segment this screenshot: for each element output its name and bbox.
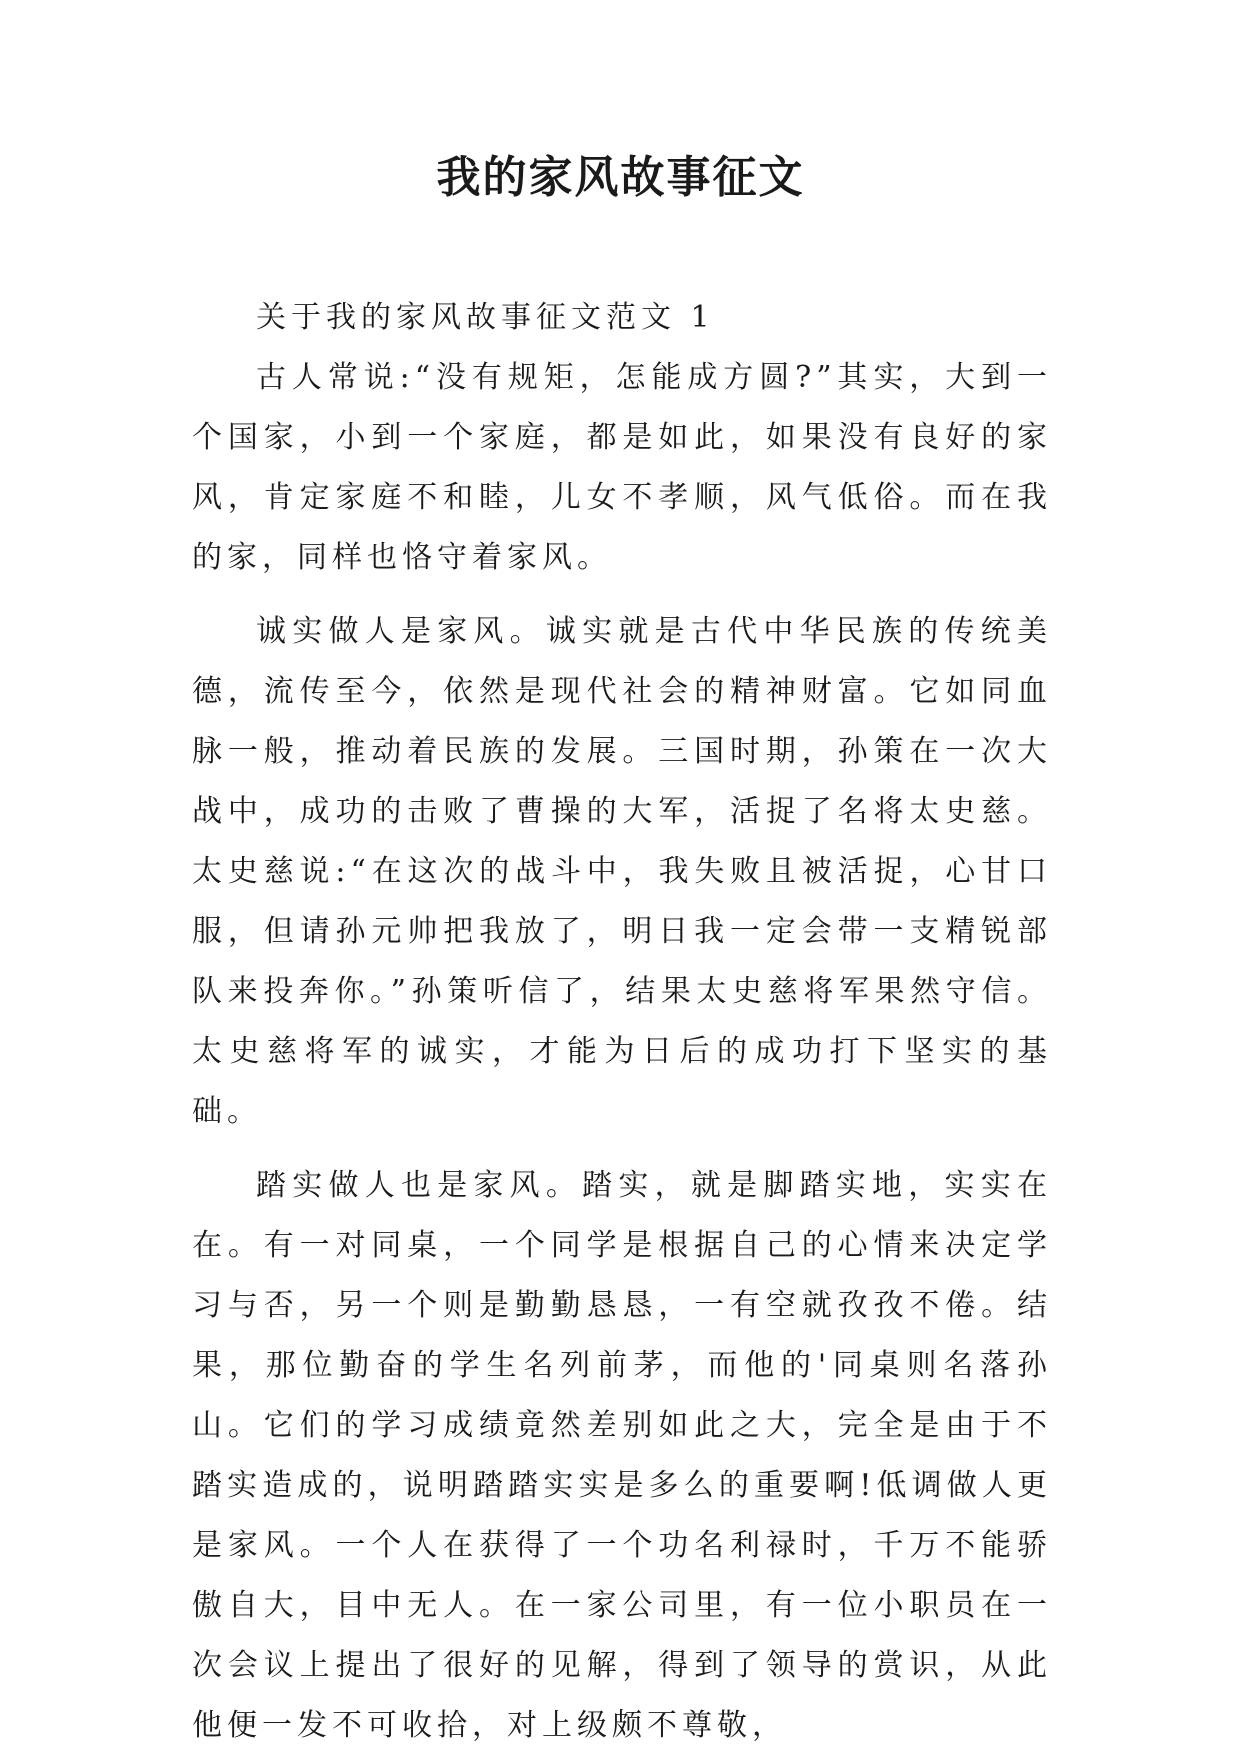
document-title: 我的家风故事征文 — [436, 152, 805, 203]
paragraph-diligence: 踏实做人也是家风。踏实，就是脚踏实地，实实在在。有一对同桌，一个同学是根据自己的心情来决定学习与否，另一个则是勤勤恳恳，一有空就孜孜不倦。结果，那位勤奋的学生名列前茅，而他的'同桌则名落孙山。它们的学习成绩竟然差别如此之大，完全是由于不踏实造成的，说明踏踏实实是多么的重要啊!低调做人更是家风。一个人在获得了一个功名利禄时，千万不能骄傲自大，目中无人。在一家公司里，有一位小职员在一次会议上提出了很好的见解，得到了领导的赏识，从此他便一发不可收拾，对上级颇不尊敬， — [192, 1168, 1052, 1743]
paragraph-intro: 古人常说:“没有规矩，怎能成方圆?”其实，大到一个国家，小到一个家庭，都是如此，如果没有良好的家风，肯定家庭不和睦，儿女不孝顺，风气低俗。而在我的家，同样也恪守着家风。 — [192, 360, 1052, 575]
paragraph-honesty: 诚实做人是家风。诚实就是古代中华民族的传统美德，流传至今，依然是现代社会的精神财富。它如同血脉一般，推动着民族的发展。三国时期，孙策在一次大战中，成功的击败了曹操的大军，活捉了名将太史慈。太史慈说:“在这次的战斗中，我失败且被活捉，心甘口服，但请孙元帅把我放了，明日我一定会带一支精锐部队来投奔你。”孙策听信了，结果太史慈将军果然守信。太史慈将军的诚实，才能为日后的成功打下坚实的基础。 — [192, 614, 1052, 1129]
document-body — [192, 288, 1052, 1756]
paragraph-gap — [192, 1142, 1052, 1156]
paragraph-gap — [192, 588, 1052, 602]
section-heading: 关于我的家风故事征文范文 1 — [256, 300, 715, 335]
